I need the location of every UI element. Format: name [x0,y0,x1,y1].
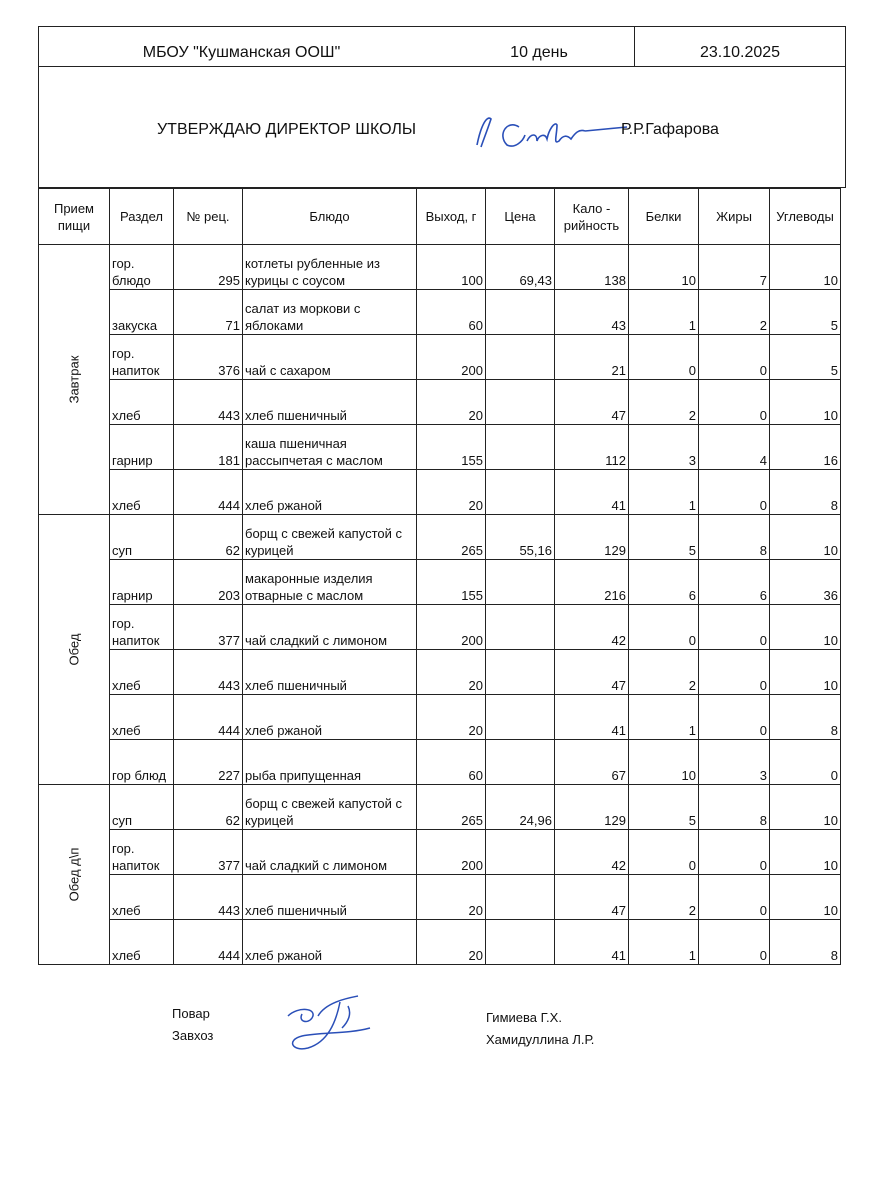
carbs-cell: 5 [770,335,841,380]
fat-cell: 6 [699,560,770,605]
director-signature [467,105,637,155]
protein-cell: 6 [629,560,699,605]
recipe-cell: 62 [174,785,243,830]
dish-cell: макаронные изделия отварные с маслом [243,560,417,605]
output-cell: 265 [417,515,486,560]
fat-cell: 0 [699,830,770,875]
meal-cell [39,245,110,515]
dish-cell: хлеб ржаной [243,470,417,515]
section-cell: хлеб [110,875,174,920]
table-row [39,425,841,470]
fat-cell: 0 [699,875,770,920]
meal-cell [39,515,110,785]
dish-cell: борщ с свежей капустой с курицей [243,515,417,560]
fat-cell: 0 [699,650,770,695]
protein-cell: 2 [629,650,699,695]
meal-label: Завтрак [66,355,82,404]
meal-label: Обед д\п [66,847,82,902]
carbs-cell: 0 [770,740,841,785]
school-name: МБОУ "Кушманская ООШ" [142,43,341,61]
kcal-cell: 43 [555,290,629,335]
protein-cell: 1 [629,470,699,515]
recipe-cell: 444 [174,695,243,740]
price-cell [486,470,555,515]
section-cell: закуска [110,290,174,335]
meal-label: Обед [66,633,82,666]
dish-cell: чай сладкий с лимоном [243,605,417,650]
fat-cell: 4 [699,425,770,470]
protein-cell: 10 [629,245,699,290]
recipe-cell: 443 [174,650,243,695]
dish-cell: чай сладкий с лимоном [243,830,417,875]
price-cell [486,290,555,335]
col-carbs: Углеводы [770,189,841,245]
protein-cell: 0 [629,830,699,875]
fat-cell: 2 [699,290,770,335]
section-cell: гор блюд [110,740,174,785]
table-row [39,470,841,515]
fat-cell: 3 [699,740,770,785]
output-cell: 60 [417,290,486,335]
carbs-cell: 5 [770,290,841,335]
fat-cell: 0 [699,335,770,380]
kcal-cell: 47 [555,875,629,920]
kcal-cell: 216 [555,560,629,605]
recipe-cell: 71 [174,290,243,335]
dish-cell: рыба припущенная [243,740,417,785]
table-row [39,380,841,425]
menu-day: 10 день [510,43,568,61]
kcal-cell: 67 [555,740,629,785]
kcal-cell: 47 [555,650,629,695]
menu-sheet [38,26,846,965]
carbs-cell: 16 [770,425,841,470]
price-cell [486,605,555,650]
price-cell [486,740,555,785]
director-name: Р.Р.Гафарова [621,121,719,138]
col-price: Цена [486,189,555,245]
menu-date: 23.10.2025 [634,27,845,66]
section-cell: хлеб [110,695,174,740]
output-cell: 20 [417,920,486,965]
footer-role-cook: Повар [172,1006,210,1021]
dish-cell: хлеб пшеничный [243,875,417,920]
carbs-cell: 10 [770,380,841,425]
recipe-cell: 443 [174,875,243,920]
section-cell: гарнир [110,560,174,605]
output-cell: 155 [417,560,486,605]
dish-cell: хлеб ржаной [243,920,417,965]
price-cell [486,560,555,605]
section-cell: суп [110,515,174,560]
protein-cell: 5 [629,515,699,560]
fat-cell: 0 [699,470,770,515]
fat-cell: 0 [699,380,770,425]
col-section: Раздел [110,189,174,245]
recipe-cell: 295 [174,245,243,290]
output-cell: 200 [417,830,486,875]
recipe-cell: 444 [174,470,243,515]
carbs-cell: 10 [770,605,841,650]
carbs-cell: 10 [770,245,841,290]
section-cell: хлеб [110,920,174,965]
kcal-cell: 129 [555,515,629,560]
recipe-cell: 443 [174,380,243,425]
menu-table [38,188,841,965]
table-row [39,830,841,875]
col-protein: Белки [629,189,699,245]
price-cell: 69,43 [486,245,555,290]
section-cell: гор. напиток [110,830,174,875]
price-cell [486,650,555,695]
recipe-cell: 377 [174,830,243,875]
protein-cell: 1 [629,290,699,335]
price-cell [486,920,555,965]
table-row [39,515,841,560]
cook-signature [278,992,388,1062]
table-row [39,335,841,380]
fat-cell: 0 [699,695,770,740]
recipe-cell: 181 [174,425,243,470]
dish-cell: хлеб пшеничный [243,650,417,695]
table-row [39,785,841,830]
section-cell: хлеб [110,470,174,515]
kcal-cell: 42 [555,830,629,875]
recipe-cell: 203 [174,560,243,605]
kcal-cell: 129 [555,785,629,830]
recipe-cell: 376 [174,335,243,380]
fat-cell: 8 [699,785,770,830]
protein-cell: 5 [629,785,699,830]
col-dish: Блюдо [243,189,417,245]
price-cell [486,695,555,740]
output-cell: 20 [417,650,486,695]
protein-cell: 10 [629,740,699,785]
carbs-cell: 10 [770,785,841,830]
carbs-cell: 8 [770,470,841,515]
table-row [39,290,841,335]
section-cell: суп [110,785,174,830]
col-kcal: Кало - рийность [555,189,629,245]
price-cell [486,875,555,920]
output-cell: 200 [417,605,486,650]
kcal-cell: 21 [555,335,629,380]
section-cell: хлеб [110,380,174,425]
table-row [39,605,841,650]
price-cell [486,830,555,875]
carbs-cell: 10 [770,875,841,920]
table-row [39,650,841,695]
protein-cell: 2 [629,380,699,425]
output-cell: 60 [417,740,486,785]
section-cell: гор. блюдо [110,245,174,290]
price-cell: 55,16 [486,515,555,560]
carbs-cell: 36 [770,560,841,605]
col-fat: Жиры [699,189,770,245]
approval-text: УТВЕРЖДАЮ ДИРЕКТОР ШКОЛЫ [157,121,417,138]
section-cell: хлеб [110,650,174,695]
kcal-cell: 41 [555,695,629,740]
output-cell: 20 [417,380,486,425]
kcal-cell: 47 [555,380,629,425]
carbs-cell: 10 [770,650,841,695]
kcal-cell: 42 [555,605,629,650]
fat-cell: 0 [699,920,770,965]
table-row [39,920,841,965]
protein-cell: 2 [629,875,699,920]
approval-block [38,66,846,188]
dish-cell: каша пшеничная рассыпчетая с маслом [243,425,417,470]
carbs-cell: 10 [770,515,841,560]
dish-cell: котлеты рубленные из курицы с соусом [243,245,417,290]
protein-cell: 1 [629,920,699,965]
dish-cell: салат из моркови с яблоками [243,290,417,335]
carbs-cell: 8 [770,695,841,740]
col-recipe: № рец. [174,189,243,245]
output-cell: 20 [417,875,486,920]
output-cell: 155 [417,425,486,470]
section-cell: гарнир [110,425,174,470]
table-row [39,875,841,920]
protein-cell: 1 [629,695,699,740]
output-cell: 20 [417,470,486,515]
table-row [39,695,841,740]
menu-body [39,245,841,965]
col-meal: Прием пищи [39,189,110,245]
dish-cell: хлеб ржаной [243,695,417,740]
carbs-cell: 10 [770,830,841,875]
kcal-cell: 41 [555,470,629,515]
price-cell [486,380,555,425]
output-cell: 265 [417,785,486,830]
fat-cell: 7 [699,245,770,290]
dish-cell: хлеб пшеничный [243,380,417,425]
table-header-row [39,189,841,245]
header-row [38,26,846,66]
table-row [39,560,841,605]
output-cell: 20 [417,695,486,740]
col-output: Выход, г [417,189,486,245]
recipe-cell: 62 [174,515,243,560]
kcal-cell: 112 [555,425,629,470]
meal-cell [39,785,110,965]
kcal-cell: 138 [555,245,629,290]
kcal-cell: 41 [555,920,629,965]
price-cell: 24,96 [486,785,555,830]
dish-cell: чай с сахаром [243,335,417,380]
protein-cell: 3 [629,425,699,470]
protein-cell: 0 [629,335,699,380]
section-cell: гор. напиток [110,605,174,650]
output-cell: 200 [417,335,486,380]
price-cell [486,335,555,380]
dish-cell: борщ с свежей капустой с курицей [243,785,417,830]
protein-cell: 0 [629,605,699,650]
price-cell [486,425,555,470]
recipe-cell: 444 [174,920,243,965]
section-cell: гор. напиток [110,335,174,380]
output-cell: 100 [417,245,486,290]
footer-name-cook: Гимиева Г.Х. [486,1010,562,1025]
table-row [39,740,841,785]
recipe-cell: 227 [174,740,243,785]
fat-cell: 0 [699,605,770,650]
footer-role-manager: Завхоз [172,1028,214,1043]
fat-cell: 8 [699,515,770,560]
table-row [39,245,841,290]
footer-name-manager: Хамидуллина Л.Р. [486,1032,595,1047]
carbs-cell: 8 [770,920,841,965]
recipe-cell: 377 [174,605,243,650]
